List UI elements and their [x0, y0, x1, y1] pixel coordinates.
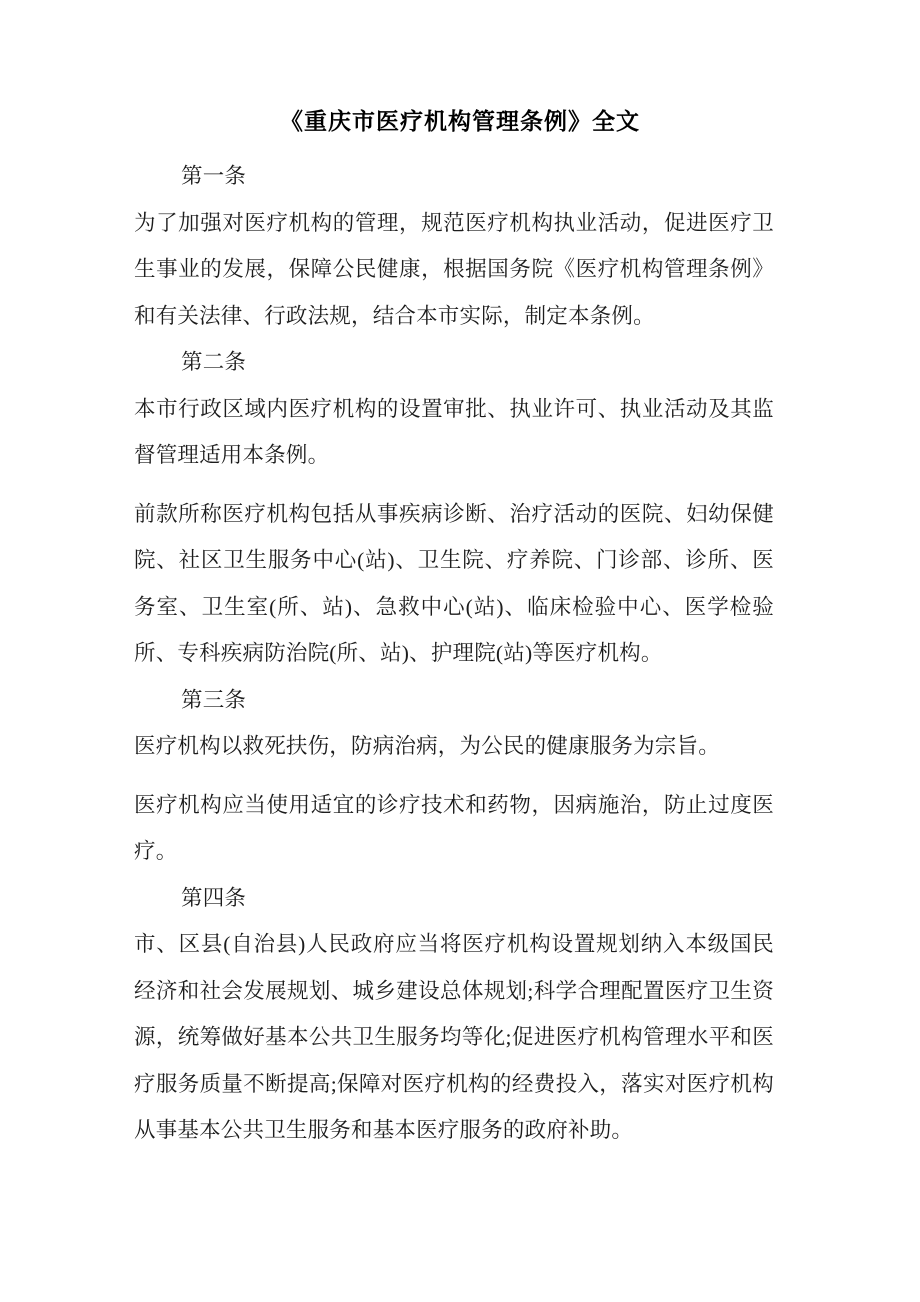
text-line: 市、区县(自治县)人民政府应当将医疗机构设置规划纳入本级国民: [134, 932, 774, 956]
text-line: 生事业的发展，保障公民健康，根据国务院《医疗机构管理条例》: [134, 257, 774, 281]
text-line: 医疗机构以救死扶伤，防病治病，为公民的健康服务为宗旨。: [134, 734, 720, 758]
article-heading: 第四条: [181, 885, 247, 910]
article-heading: 第三条: [181, 687, 247, 712]
document-title: 《重庆市医疗机构管理条例》全文: [280, 109, 640, 134]
article-heading: 第二条: [181, 350, 247, 374]
text-line: 本市行政区域内医疗机构的设置审批、执业许可、执业活动及其监: [134, 396, 774, 421]
blank-line: [134, 770, 774, 782]
text-line: 务室、卫生室(所、站)、急救中心(站)、临床检验中心、医学检验: [134, 594, 774, 619]
text-line: 源，统筹做好基本公共卫生服务均等化;促进医疗机构管理水平和医: [134, 1025, 774, 1049]
text-line: 前款所称医疗机构包括从事疾病诊断、治疗活动的医院、妇幼保健: [134, 501, 774, 526]
text-line: 院、社区卫生服务中心(站)、卫生院、疗养院、门诊部、诊所、医: [134, 548, 774, 572]
text-line: 所、专科疾病防治院(所、站)、护理院(站)等医疗机构。: [134, 641, 663, 665]
text-line: 为了加强对医疗机构的管理，规范医疗机构执业活动，促进医疗卫: [134, 210, 774, 235]
text-line: 督管理适用本条例。: [134, 443, 330, 467]
text-line: 疗。: [134, 839, 178, 863]
document-body: [0, 153, 920, 1154]
text-line: 医疗机构应当使用适宜的诊疗技术和药物，因病施治，防止过度医: [134, 792, 774, 817]
text-line: 从事基本公共卫生服务和基本医疗服务的政府补助。: [134, 1118, 634, 1142]
blank-line: [134, 479, 774, 491]
text-line: 和有关法律、行政法规，结合本市实际，制定本条例。: [134, 303, 655, 328]
text-line: 疗服务质量不断提高;保障对医疗机构的经费投入，落实对医疗机构: [134, 1071, 774, 1096]
article-heading: 第一条: [181, 164, 247, 188]
text-line: 经济和社会发展规划、城乡建设总体规划;科学合理配置医疗卫生资: [134, 978, 774, 1003]
